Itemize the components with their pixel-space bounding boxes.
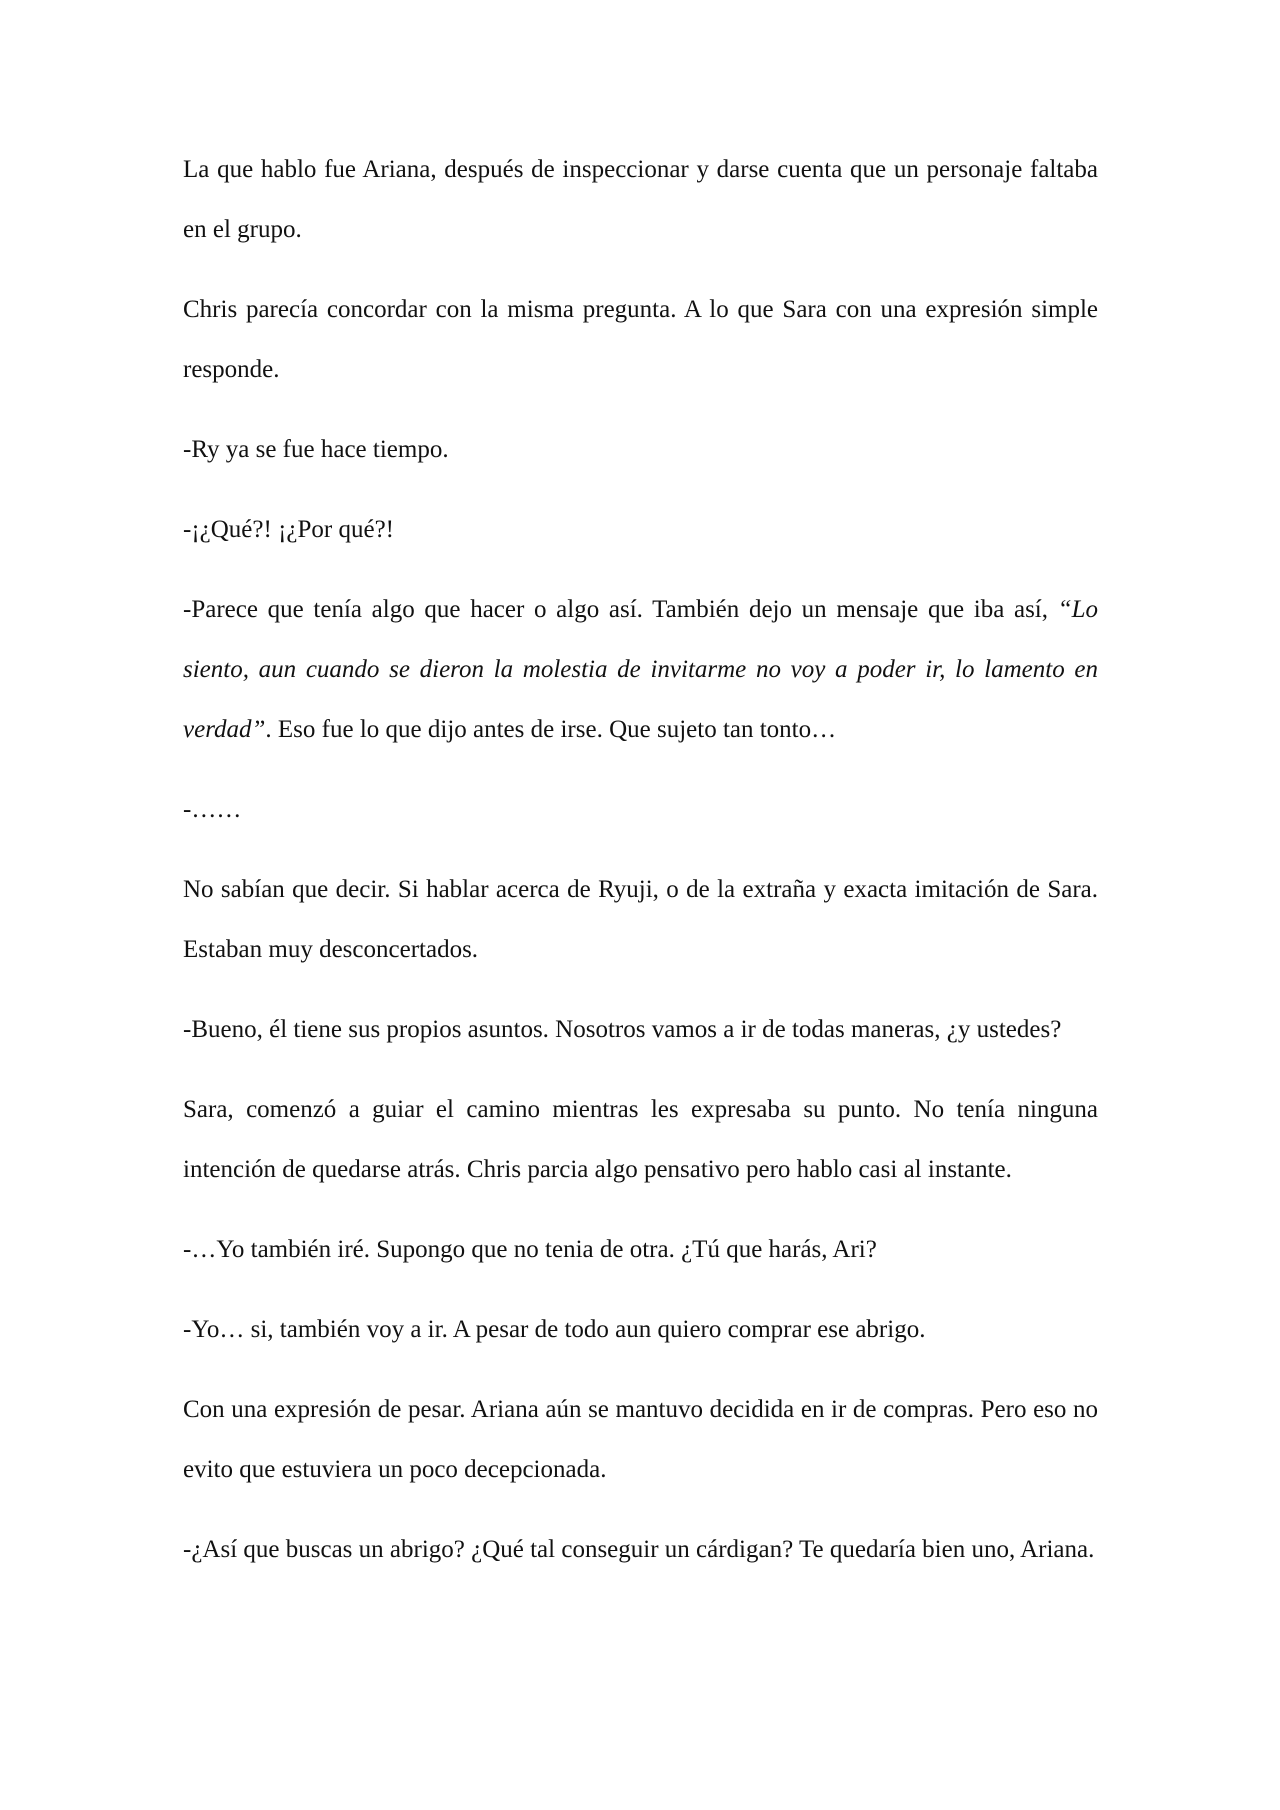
paragraph: La que hablo fue Ariana, después de inspeccionar y darse cuenta que un personaje faltaba en el grupo.	[183, 156, 1098, 243]
paragraph: Con una expresión de pesar. Ariana aún se mantuvo decidida en ir de compras. Pero eso no evito que estuviera un poco decepcionada.	[183, 1396, 1098, 1483]
paragraph: No sabían que decir. Si hablar acerca de Ryuji, o de la extraña y exacta imitación de Sara. Estaban muy desconcertados.	[183, 876, 1098, 963]
dialogue-line: -…Yo también iré. Supongo que no tenia de otra. ¿Tú que harás, Ari?	[183, 1236, 877, 1263]
dialogue-line: -Yo… si, también voy a ir. A pesar de todo aun quiero comprar ese abrigo.	[183, 1316, 926, 1343]
dialogue-line: -Bueno, él tiene sus propios asuntos. Nosotros vamos a ir de todas maneras, ¿y ustedes?	[183, 1016, 1062, 1043]
quoted-message: “Lo siento, aun cuando se dieron la molestia de invitarme no voy a poder ir, lo lamento en verdad”	[183, 596, 1098, 743]
dialogue-line: -……	[183, 796, 242, 823]
dialogue-line: -¡¿Qué?! ¡¿Por qué?!	[183, 516, 394, 543]
dialogue-line	[183, 580, 1098, 760]
dialogue-line: -¿Así que buscas un abrigo? ¿Qué tal conseguir un cárdigan? Te quedaría bien uno, Ariana.	[183, 1536, 1095, 1563]
dialogue-text: . Eso fue lo que dijo antes de irse. Que sujeto tan tonto…	[265, 716, 837, 743]
paragraph: Sara, comenzó a guiar el camino mientras les expresaba su punto. No tenía ninguna intención de quedarse atrás. Chris parcia algo pensativo pero hablo casi al instante.	[183, 1096, 1098, 1183]
dialogue-text: -Parece que tenía algo que hacer o algo así. También dejo un mensaje que iba así,	[183, 596, 1058, 623]
dialogue-line: -Ry ya se fue hace tiempo.	[183, 436, 449, 463]
body-text	[183, 140, 1098, 1580]
paragraph: Chris parecía concordar con la misma pregunta. A lo que Sara con una expresión simple responde.	[183, 296, 1098, 383]
